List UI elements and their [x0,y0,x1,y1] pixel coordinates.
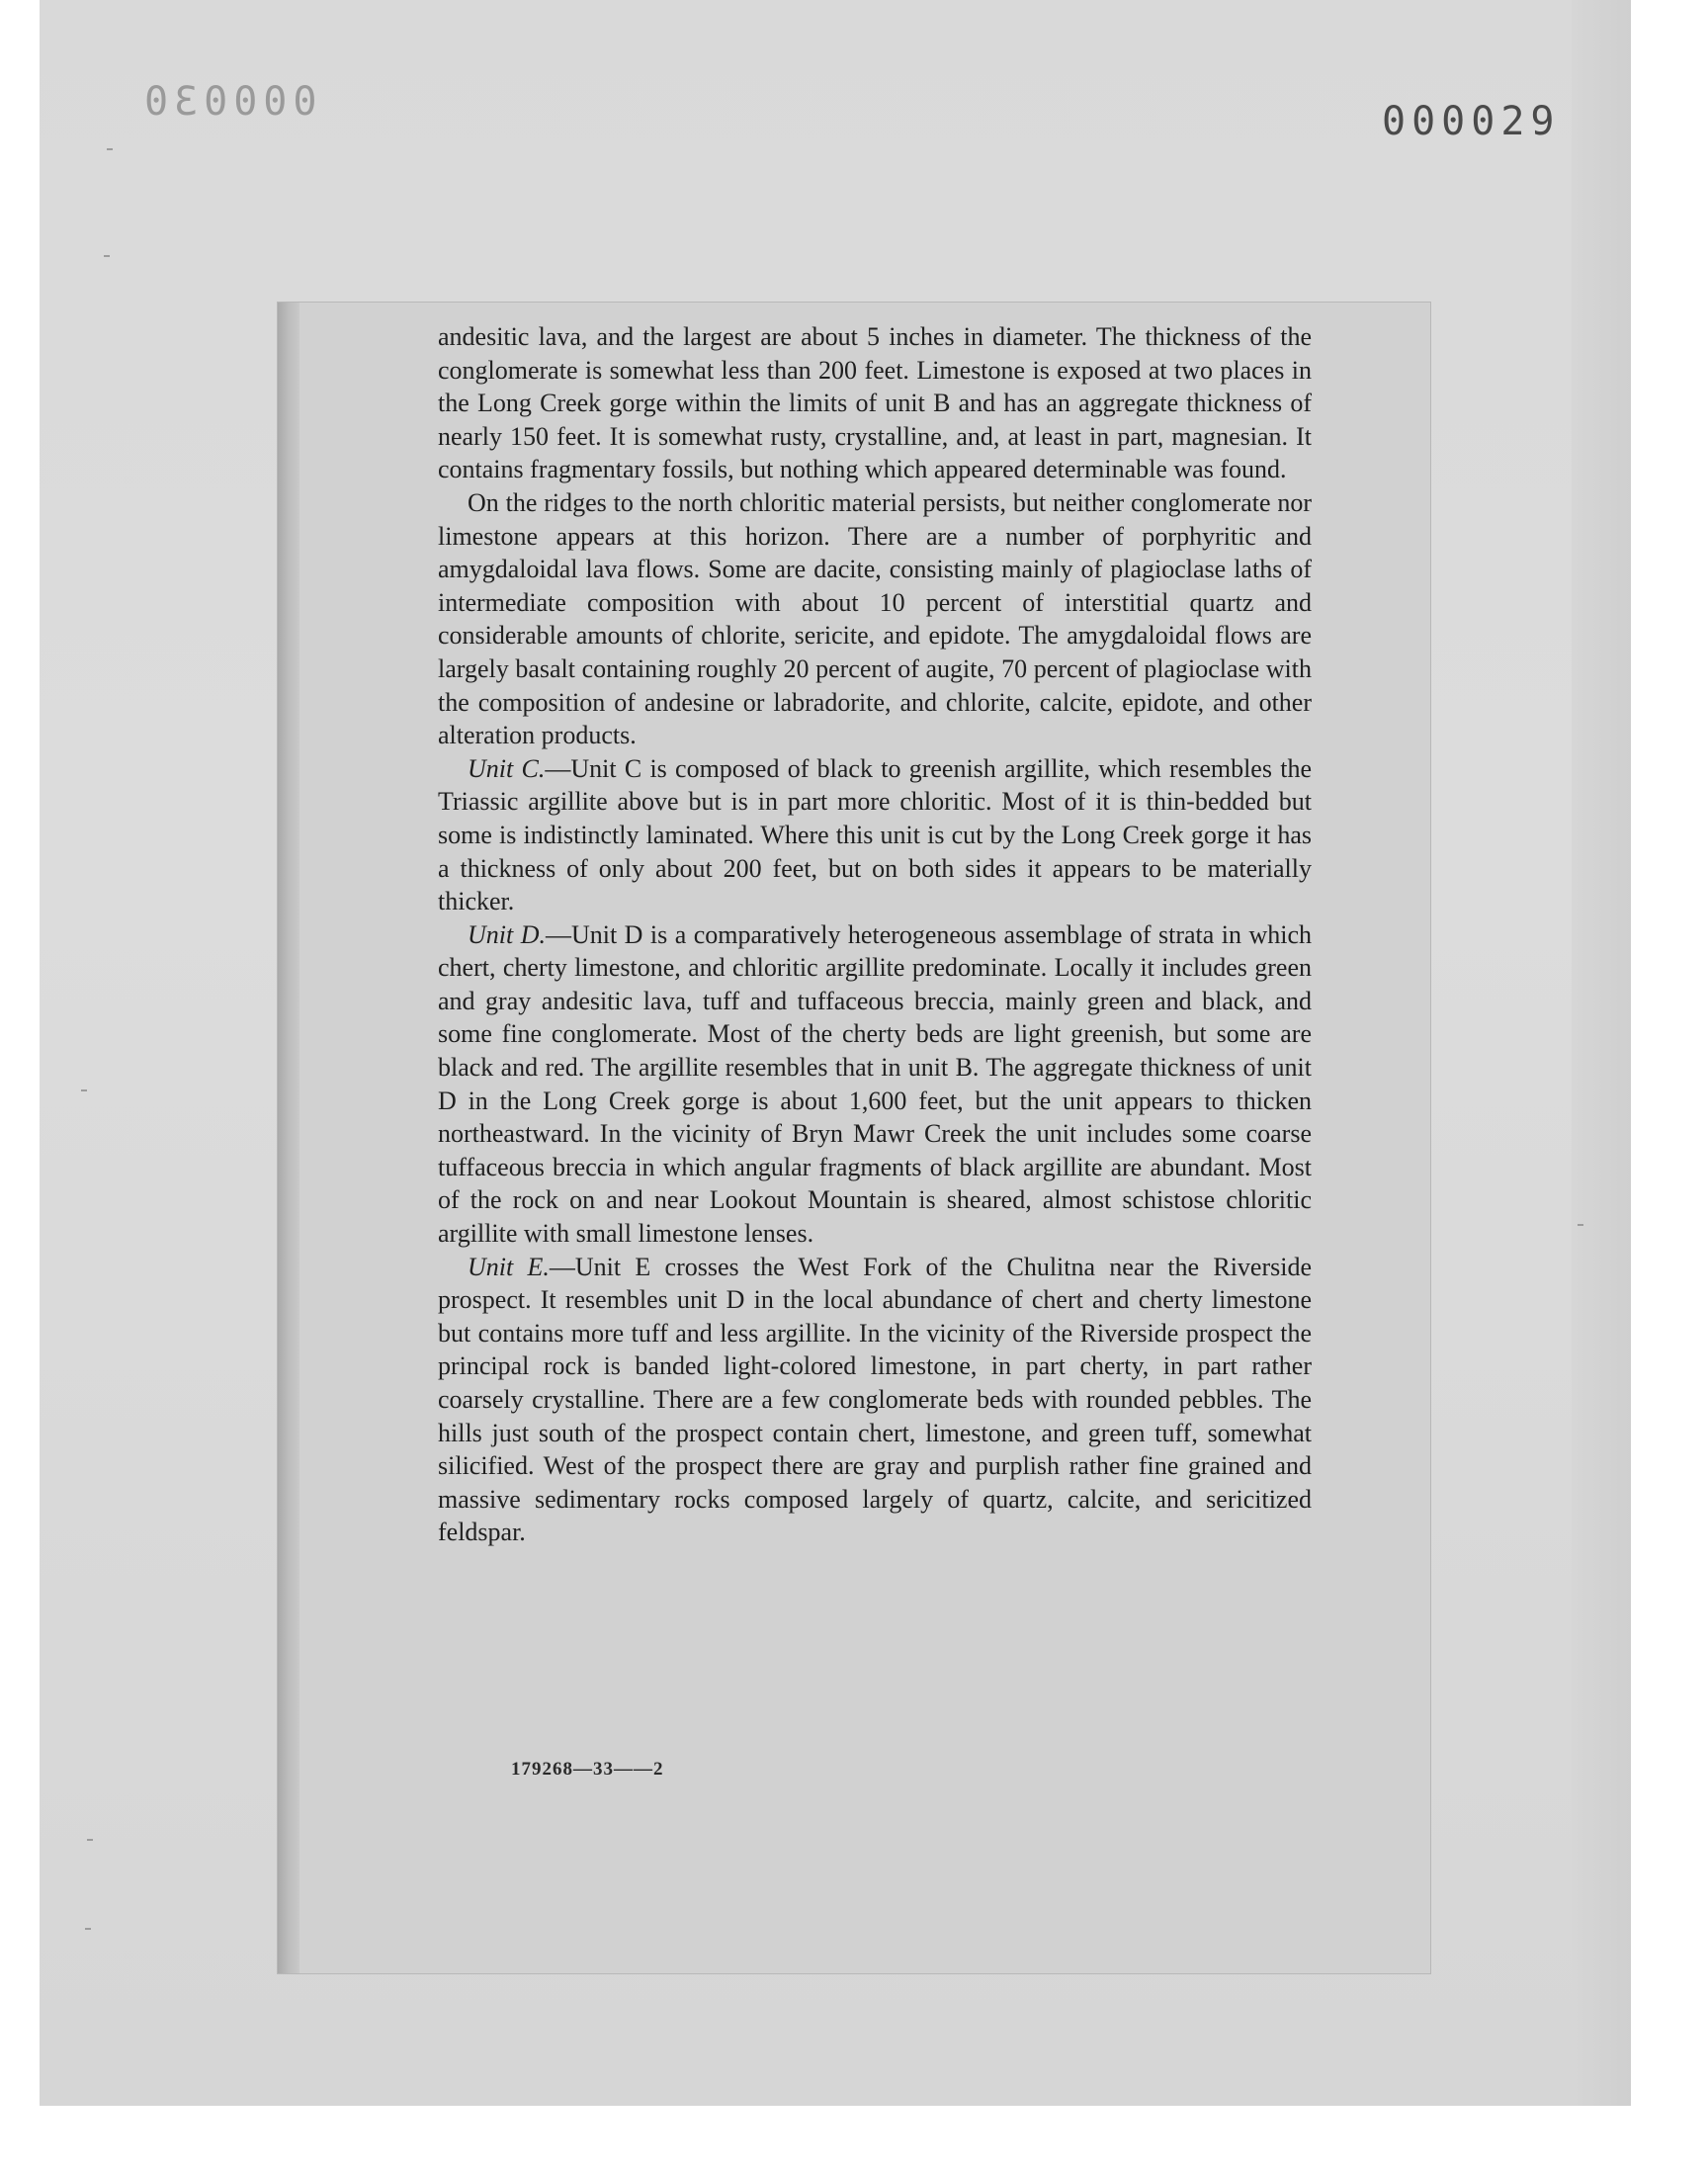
bleed-through-page-number-stamp: 000030 [138,79,317,125]
page-number-stamp: 000029 [1382,99,1561,144]
paragraph-unit-e [438,1251,1312,1549]
paragraph-text: —Unit D is a comparatively heterogeneous assemblage of strata in which chert, cherty limestone, and chloritic argillite predominate. Locally it includes green and gray andesitic lava, tuff and tuffaceous breccia, mainly green and black, and some fine conglomerate. Most of the cherty beds are light greenish, but some are black and red. The argillite resembles that in unit B. The aggregate thickness of unit D in the Long Creek gorge is about 1,600 feet, but the unit appears to thicken northeastward. In the vicinity of Bryn Mawr Creek the unit includes some coarse tuffaceous breccia in which angular fragments of black argillite are abundant. Most of the rock on and near Lookout Mountain is sheared, almost schistose chloritic argillite with small limestone lenses. [438,919,1313,1249]
paragraph [438,320,1312,486]
backing-sheet-edge-shadow [1572,0,1631,2106]
scan-speck [107,148,113,150]
unit-heading: Unit C. [468,753,546,783]
unit-heading: Unit D. [468,919,546,949]
scan-speck [81,1089,87,1091]
scan-speck [85,1928,91,1930]
paragraph-unit-d [438,918,1312,1251]
scan-speck [104,255,110,257]
paragraph-text: —Unit C is composed of black to greenish argillite, which resembles the Triassic argillite above but is in part more chloritic. Most of it is thin-bedded but some is indistinctly laminated. Where this unit is cut by the Long Creek gorge it has a thickness of only about 200 feet, but on both sides it appears to be materially thicker. [438,753,1312,916]
body-text [438,320,1312,1549]
paragraph-text: andesitic lava, and the largest are about 5 inches in diameter. The thickness of the conglomerate is somewhat less than 200 feet. Limestone is exposed at two places in the Long Creek gorge within the limits of unit B and has an aggregate thickness of nearly 150 feet. It is somewhat rusty, crystalline, and, at least in part, magnesian. It contains fragmentary fossils, but nothing which appeared determinable was found. [438,322,1312,484]
print-signature-code: 179268—33——2 [511,1759,664,1780]
paragraph-unit-c [438,752,1312,918]
paragraph-text: —Unit E crosses the West Fork of the Chulitna near the Riverside prospect. It resembles unit D in the local abundance of chert and cherty limestone but contains more tuff and less argillite. In the vicinity of the Riverside prospect the principal rock is banded light-colored limestone, in part cherty, in part rather coarsely crystalline. There are a few conglomerate beds with rounded pebbles. The hills just south of the prospect contain chert, limestone, and green tuff, somewhat silicified. West of the prospect there are gray and purplish rather fine grained and massive sedimentary rocks composed largely of quartz, calcite, and sericitized feldspar. [438,1252,1312,1547]
scan-speck [87,1839,93,1841]
paragraph [438,486,1312,752]
paragraph-text: On the ridges to the north chloritic material persists, but neither conglomerate nor limestone appears at this horizon. There are a number of porphyritic and amygdaloidal lava flows. Some are dacite, consisting mainly of plagioclase laths of intermediate composition with about 10 percent of interstitial quartz and considerable amounts of chlorite, sericite, and epidote. The amygdaloidal flows are largely basalt containing roughly 20 percent of augite, 70 percent of plagioclase with the composition of andesine or labradorite, and chlorite, calcite, epidote, and other alteration products. [438,487,1312,750]
scan-speck [1578,1224,1583,1226]
printed-page [277,302,1431,1974]
unit-heading: Unit E. [468,1252,550,1281]
page-torn-edge [278,303,299,1973]
